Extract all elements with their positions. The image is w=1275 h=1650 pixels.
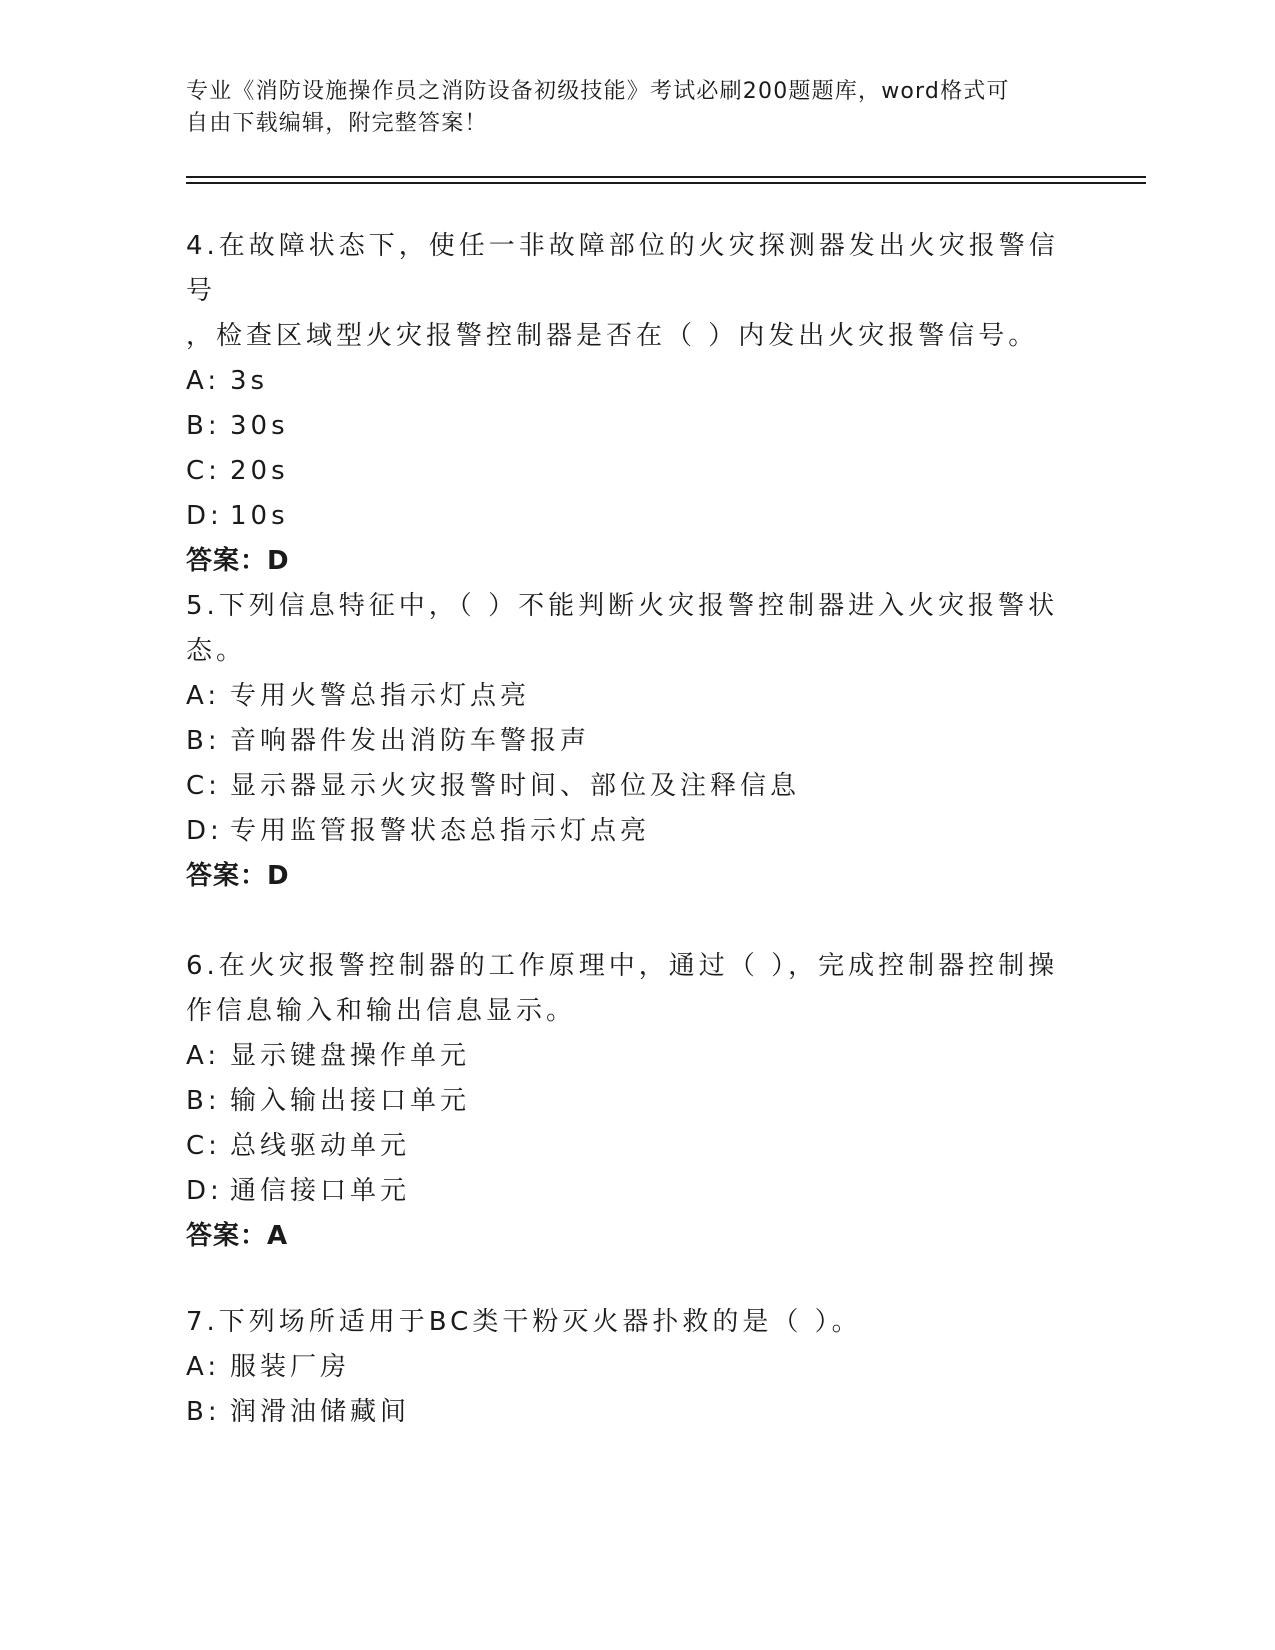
option-d — [186, 809, 1066, 854]
option-key: D: — [186, 501, 223, 531]
question-stem-line-1: 6.在火灾报警控制器的工作原理中，通过（ ），完成控制器控制操 — [186, 951, 1059, 981]
option-key: B: — [186, 1086, 221, 1116]
option-text: 显示器显示火灾报警时间、部位及注释信息 — [230, 771, 801, 801]
option-key: B: — [186, 411, 221, 441]
option-text: 20s — [230, 456, 289, 486]
option-b — [186, 404, 1066, 449]
option-d — [186, 494, 1066, 539]
header-divider-top — [186, 176, 1146, 178]
option-key: D: — [186, 1176, 223, 1206]
question-6 — [186, 944, 1066, 1259]
option-a — [186, 674, 1066, 719]
question-stem-line-1: 7.下列场所适用于BC类干粉灭火器扑救的是（ ）。 — [186, 1307, 862, 1337]
question-stem — [186, 224, 1066, 359]
answer: 答案：D — [186, 546, 290, 576]
question-7 — [186, 1300, 1066, 1435]
option-c — [186, 764, 1066, 809]
option-b — [186, 719, 1066, 764]
option-text: 3s — [230, 366, 269, 396]
option-a — [186, 1034, 1066, 1079]
question-stem-line-2: 态。 — [186, 636, 247, 666]
question-stem — [186, 944, 1066, 1034]
header-line-1: 专业《消防设施操作员之消防设备初级技能》考试必刷200题题库，word格式可 — [186, 79, 1010, 104]
option-text: 音响器件发出消防车警报声 — [230, 726, 591, 756]
option-key: B: — [186, 726, 221, 756]
question-stem-line-2: ，检查区域型火灾报警控制器是否在（ ）内发出火灾报警信号。 — [186, 321, 1039, 351]
option-key: C: — [186, 1131, 221, 1161]
option-key: B: — [186, 1397, 221, 1427]
option-key: A: — [186, 366, 221, 396]
question-stem-line-2: 作信息输入和输出信息显示。 — [186, 996, 577, 1026]
option-b — [186, 1390, 1066, 1435]
option-key: C: — [186, 771, 221, 801]
option-c — [186, 1124, 1066, 1169]
header-divider-bottom — [186, 182, 1146, 184]
option-b — [186, 1079, 1066, 1124]
question-stem-line-1: 5.下列信息特征中，（ ）不能判断火灾报警控制器进入火灾报警状 — [186, 591, 1059, 621]
option-a — [186, 1345, 1066, 1390]
option-c — [186, 449, 1066, 494]
question-stem-line-1: 4.在故障状态下，使任一非故障部位的火灾探测器发出火灾报警信号 — [186, 231, 1059, 306]
question-5 — [186, 584, 1066, 899]
answer: 答案：A — [186, 1221, 289, 1251]
option-text: 润滑油储藏间 — [230, 1397, 411, 1427]
option-key: A: — [186, 1041, 221, 1071]
option-text: 专用监管报警状态总指示灯点亮 — [230, 816, 651, 846]
option-key: A: — [186, 1352, 221, 1382]
option-text: 总线驱动单元 — [230, 1131, 411, 1161]
question-stem — [186, 584, 1066, 674]
question-4 — [186, 224, 1066, 584]
question-stem — [186, 1300, 1066, 1345]
option-text: 30s — [230, 411, 289, 441]
option-text: 输入输出接口单元 — [230, 1086, 471, 1116]
answer: 答案：D — [186, 861, 290, 891]
option-a — [186, 359, 1066, 404]
option-text: 专用火警总指示灯点亮 — [230, 681, 531, 711]
document-header — [186, 76, 1066, 140]
option-key: D: — [186, 816, 223, 846]
option-text: 10s — [230, 501, 289, 531]
option-key: A: — [186, 681, 221, 711]
header-line-2: 自由下载编辑，附完整答案！ — [186, 111, 488, 136]
option-d — [186, 1169, 1066, 1214]
option-text: 显示键盘操作单元 — [230, 1041, 471, 1071]
option-text: 服装厂房 — [230, 1352, 351, 1382]
option-key: C: — [186, 456, 221, 486]
option-text: 通信接口单元 — [230, 1176, 411, 1206]
